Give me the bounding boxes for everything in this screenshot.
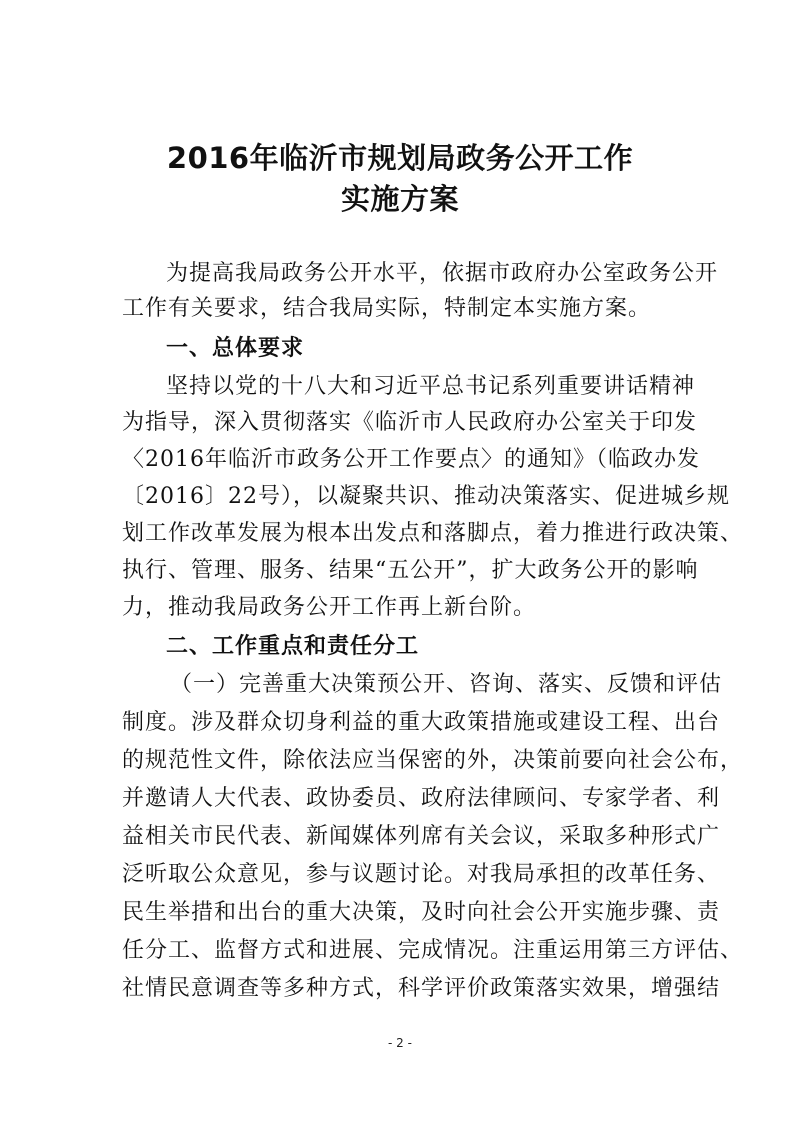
- section1-line: 〔2016〕22号），以凝聚共识、推动决策落实、促进城乡规: [122, 484, 730, 509]
- section2-line: 制度。涉及群众切身利益的重大政策措施或建设工程、出台: [122, 710, 721, 735]
- section2-line: 并邀请人大代表、政协委员、政府法律顾问、专家学者、利: [122, 786, 721, 811]
- section1-line: 划工作改革发展为根本出发点和落脚点，着力推进行政决策、: [122, 521, 744, 546]
- intro-line: 工作有关要求，结合我局实际，特制定本实施方案。: [122, 296, 652, 321]
- section2-line: 泛听取公众意见，参与议题讨论。对我局承担的改革任务、: [122, 862, 721, 887]
- page-number: - 2 -: [388, 1036, 412, 1050]
- section2-line: 任分工、监督方式和进展、完成情况。注重运用第三方评估、: [122, 938, 744, 963]
- section2-line: 的规范性文件，除依法应当保密的外，决策前要向社会公布，: [122, 748, 744, 773]
- document-title-line-2: 实施方案: [340, 182, 459, 216]
- section1-line: 执行、管理、服务、结果“五公开”，扩大政务公开的影响: [122, 558, 699, 583]
- section1-line: 为指导，深入贯彻落实《临沂市人民政府办公室关于印发: [122, 410, 698, 435]
- section2-line: （一）完善重大决策预公开、咨询、落实、反馈和评估: [170, 672, 723, 697]
- section2-line: 民生举措和出台的重大决策，及时向社会公开实施步骤、责: [122, 900, 721, 925]
- section2-line: 益相关市民代表、新闻媒体列席有关会议，采取多种形式广: [122, 824, 721, 849]
- section-heading-general-requirements: 一、总体要求: [166, 336, 305, 361]
- section-heading-work-focus: 二、工作重点和责任分工: [166, 634, 420, 659]
- section1-line: 力，推动我局政务公开工作再上新台阶。: [122, 595, 537, 620]
- document-title-line-1: 2016年临沂市规划局政务公开工作: [166, 141, 634, 175]
- intro-line: 为提高我局政务公开水平，依据市政府办公室政务公开: [166, 261, 719, 286]
- section1-line: 坚持以党的十八大和习近平总书记系列重要讲话精神: [166, 374, 696, 399]
- section2-line: 社情民意调查等多种方式，科学评价政策落实效果，增强结: [122, 976, 721, 1001]
- section1-line: 〈2016年临沂市政务公开工作要点〉的通知》（临政办发: [122, 447, 700, 472]
